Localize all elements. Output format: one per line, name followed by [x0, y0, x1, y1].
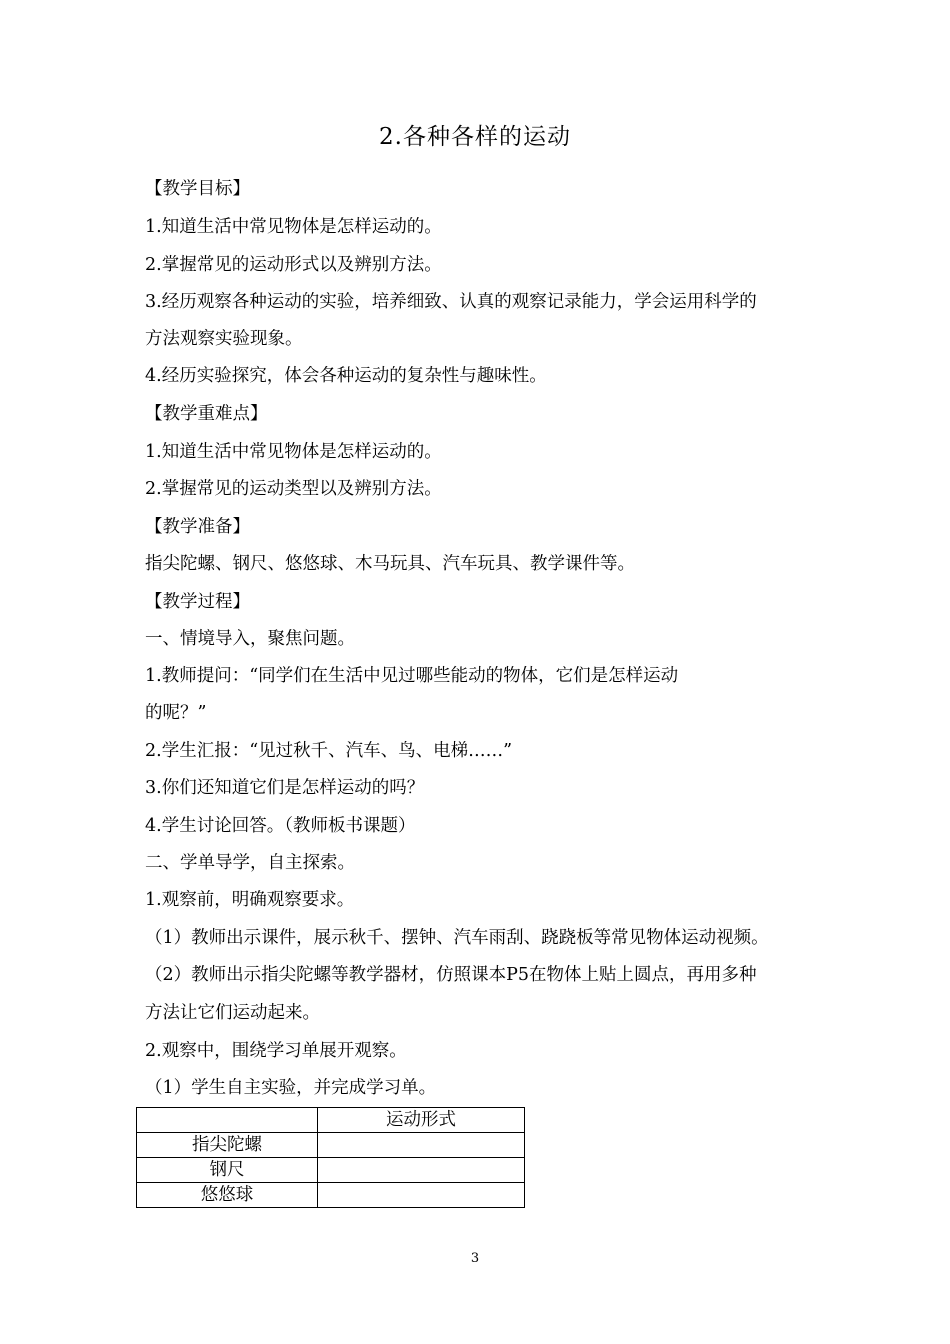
table-cell-motion [318, 1133, 525, 1158]
paragraph-line: 3.经历观察各种运动的实验，培养细致、认真的观察记录能力，学会运用科学的 [145, 292, 757, 312]
table-header-row [137, 1108, 525, 1133]
paragraph-line: 一、情境导入，聚焦问题。 [145, 629, 355, 649]
table-header-cell: 运动形式 [318, 1108, 525, 1133]
paragraph-line: 1.知道生活中常见物体是怎样运动的。 [145, 217, 442, 237]
paragraph-line: 指尖陀螺、钢尺、悠悠球、木马玩具、汽车玩具、教学课件等。 [145, 554, 635, 574]
paragraph-line: （1）教师出示课件，展示秋千、摆钟、汽车雨刮、跷跷板等常见物体运动视频。 [145, 928, 769, 948]
table-row [137, 1133, 525, 1158]
section-heading-process: 【教学过程】 [145, 592, 250, 612]
table-cell-object: 悠悠球 [137, 1183, 318, 1208]
table-cell-motion [318, 1158, 525, 1183]
paragraph-line: 3.你们还知道它们是怎样运动的吗？ [145, 778, 425, 798]
paragraph-line: 2.掌握常见的运动形式以及辨别方法。 [145, 255, 442, 275]
section-heading-preparation: 【教学准备】 [145, 517, 250, 537]
table-cell-object: 指尖陀螺 [137, 1133, 318, 1158]
paragraph-line: 4.经历实验探究，体会各种运动的复杂性与趣味性。 [145, 366, 547, 386]
table-row [137, 1183, 525, 1208]
paragraph-line: 1.教师提问：“同学们在生活中见过哪些能动的物体，它们是怎样运动 [145, 666, 679, 686]
paragraph-line: 的呢？” [145, 703, 207, 723]
paragraph-line: 方法让它们运动起来。 [145, 1003, 320, 1023]
paragraph-line: 1.观察前，明确观察要求。 [145, 890, 355, 910]
table-cell-object: 钢尺 [137, 1158, 318, 1183]
worksheet-table [136, 1107, 525, 1208]
paragraph-line: 1.知道生活中常见物体是怎样运动的。 [145, 442, 442, 462]
paragraph-line: （1）学生自主实验，并完成学习单。 [145, 1078, 437, 1098]
paragraph-line: 二、学单导学，自主探索。 [145, 853, 355, 873]
table-cell-motion [318, 1183, 525, 1208]
page-number: 3 [470, 1251, 480, 1266]
section-heading-key-points: 【教学重难点】 [145, 404, 268, 424]
paragraph-line: 方法观察实验现象。 [145, 329, 303, 349]
table-header-cell [137, 1108, 318, 1133]
paragraph-line: 2.学生汇报：“见过秋千、汽车、鸟、电梯……” [145, 741, 513, 761]
paragraph-line: 2.观察中，围绕学习单展开观察。 [145, 1041, 407, 1061]
page-title: 2.各种各样的运动 [379, 124, 571, 150]
table-row [137, 1158, 525, 1183]
paragraph-line: 4.学生讨论回答。（教师板书课题） [145, 816, 416, 836]
section-heading-objectives: 【教学目标】 [145, 179, 250, 199]
paragraph-line: （2）教师出示指尖陀螺等教学器材，仿照课本P5在物体上贴上圆点，再用多种 [145, 965, 757, 985]
paragraph-line: 2.掌握常见的运动类型以及辨别方法。 [145, 479, 442, 499]
